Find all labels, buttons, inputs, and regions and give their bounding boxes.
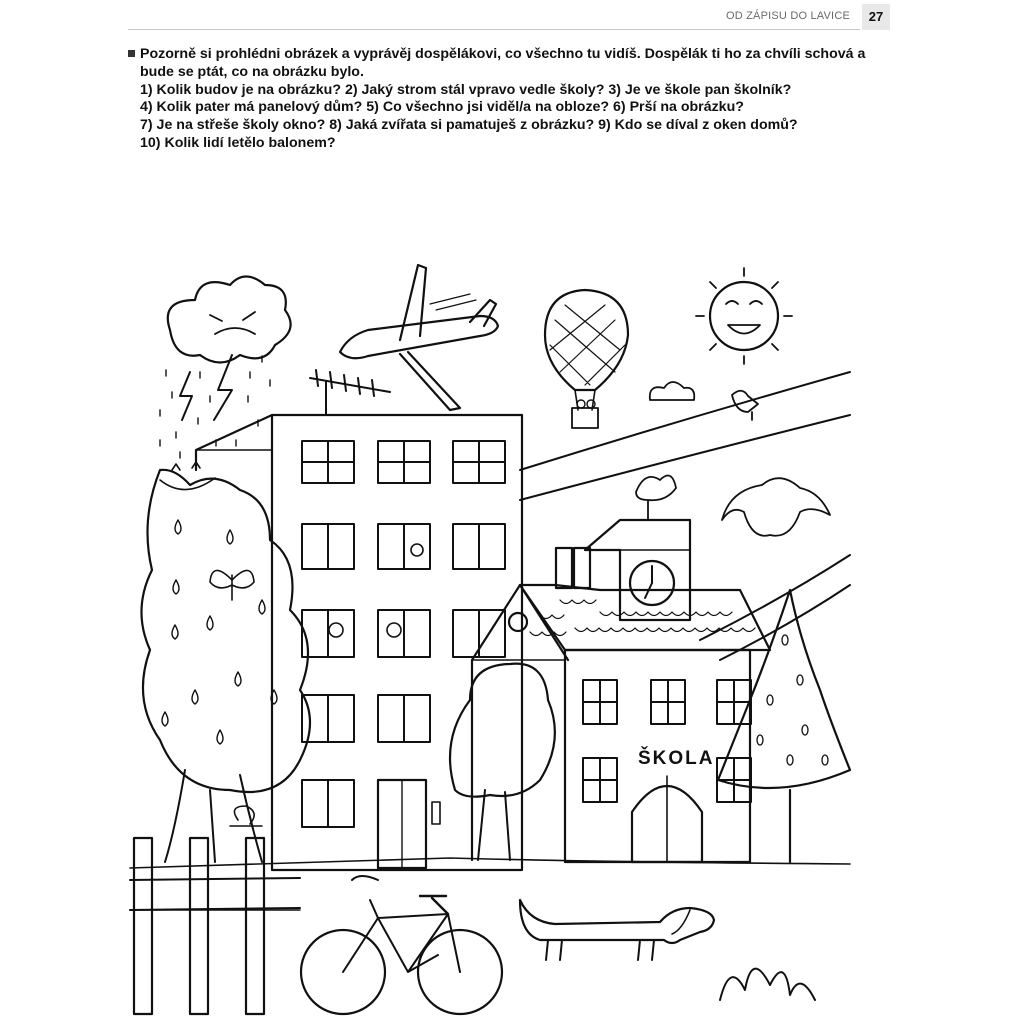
pears <box>162 520 277 744</box>
weathervane-rooster <box>636 476 676 521</box>
round-window <box>509 613 527 631</box>
hot-air-balloon <box>545 290 628 428</box>
lightning-bolt-icon <box>180 372 192 420</box>
question-line: 10) Kolik lidí letělo balonem? <box>140 134 336 151</box>
question-line: 7) Je na střeše školy okno? 8) Jaká zvířata si pamatuješ z obrázku? 9) Kdo se díval z oken domů? <box>140 117 798 134</box>
person-in-window <box>387 623 401 637</box>
person-in-window <box>411 544 423 556</box>
chimney <box>574 548 590 588</box>
dachshund-dog <box>520 900 714 960</box>
bird-on-wire <box>732 391 758 420</box>
butterfly <box>210 570 254 600</box>
page-number: 27 <box>862 4 890 30</box>
chimney <box>556 548 572 588</box>
exercise-instructions: Pozorně si prohlédni obrázek a vyprávěj dospělákovi, co všechno tu vidíš. Dospělák ti ho za chvíli schová a bude se ptát, co na obrázku bylo. <box>140 46 866 80</box>
doorbell-panel <box>432 802 440 824</box>
bat <box>722 478 830 536</box>
school-sign: ŠKOLA <box>638 748 715 769</box>
sun <box>696 268 792 364</box>
tv-antenna <box>310 370 390 415</box>
bird-nest <box>160 462 215 490</box>
grass-tuft <box>720 969 815 1000</box>
snail <box>230 806 262 826</box>
question-line: 1) Kolik budov je na obrázku? 2) Jaký strom stál vpravo vedle školy? 3) Je ve škole pan školník? <box>140 81 792 98</box>
raindrops <box>160 356 270 458</box>
school-building <box>472 476 770 863</box>
lightning-bolt-icon <box>214 355 232 420</box>
bicycle <box>301 876 502 1014</box>
clock-tower <box>585 520 690 620</box>
chapter-title: OD ZÁPISU DO LAVICE <box>725 10 850 22</box>
small-cloud <box>650 382 695 400</box>
angry-face <box>210 312 255 334</box>
fence <box>130 806 300 1014</box>
fir-tree <box>718 590 850 862</box>
pear-tree <box>141 470 310 862</box>
question-line: 4) Kolik pater má panelový dům? 5) Co všechno jsi viděl/a na obloze? 6) Prší na obrázku? <box>140 99 744 116</box>
person-in-window <box>329 623 343 637</box>
round-tree <box>450 664 555 860</box>
power-lines <box>520 372 850 660</box>
school-roof <box>520 585 770 650</box>
balloon-basket <box>572 408 598 428</box>
building-windows <box>302 441 505 827</box>
